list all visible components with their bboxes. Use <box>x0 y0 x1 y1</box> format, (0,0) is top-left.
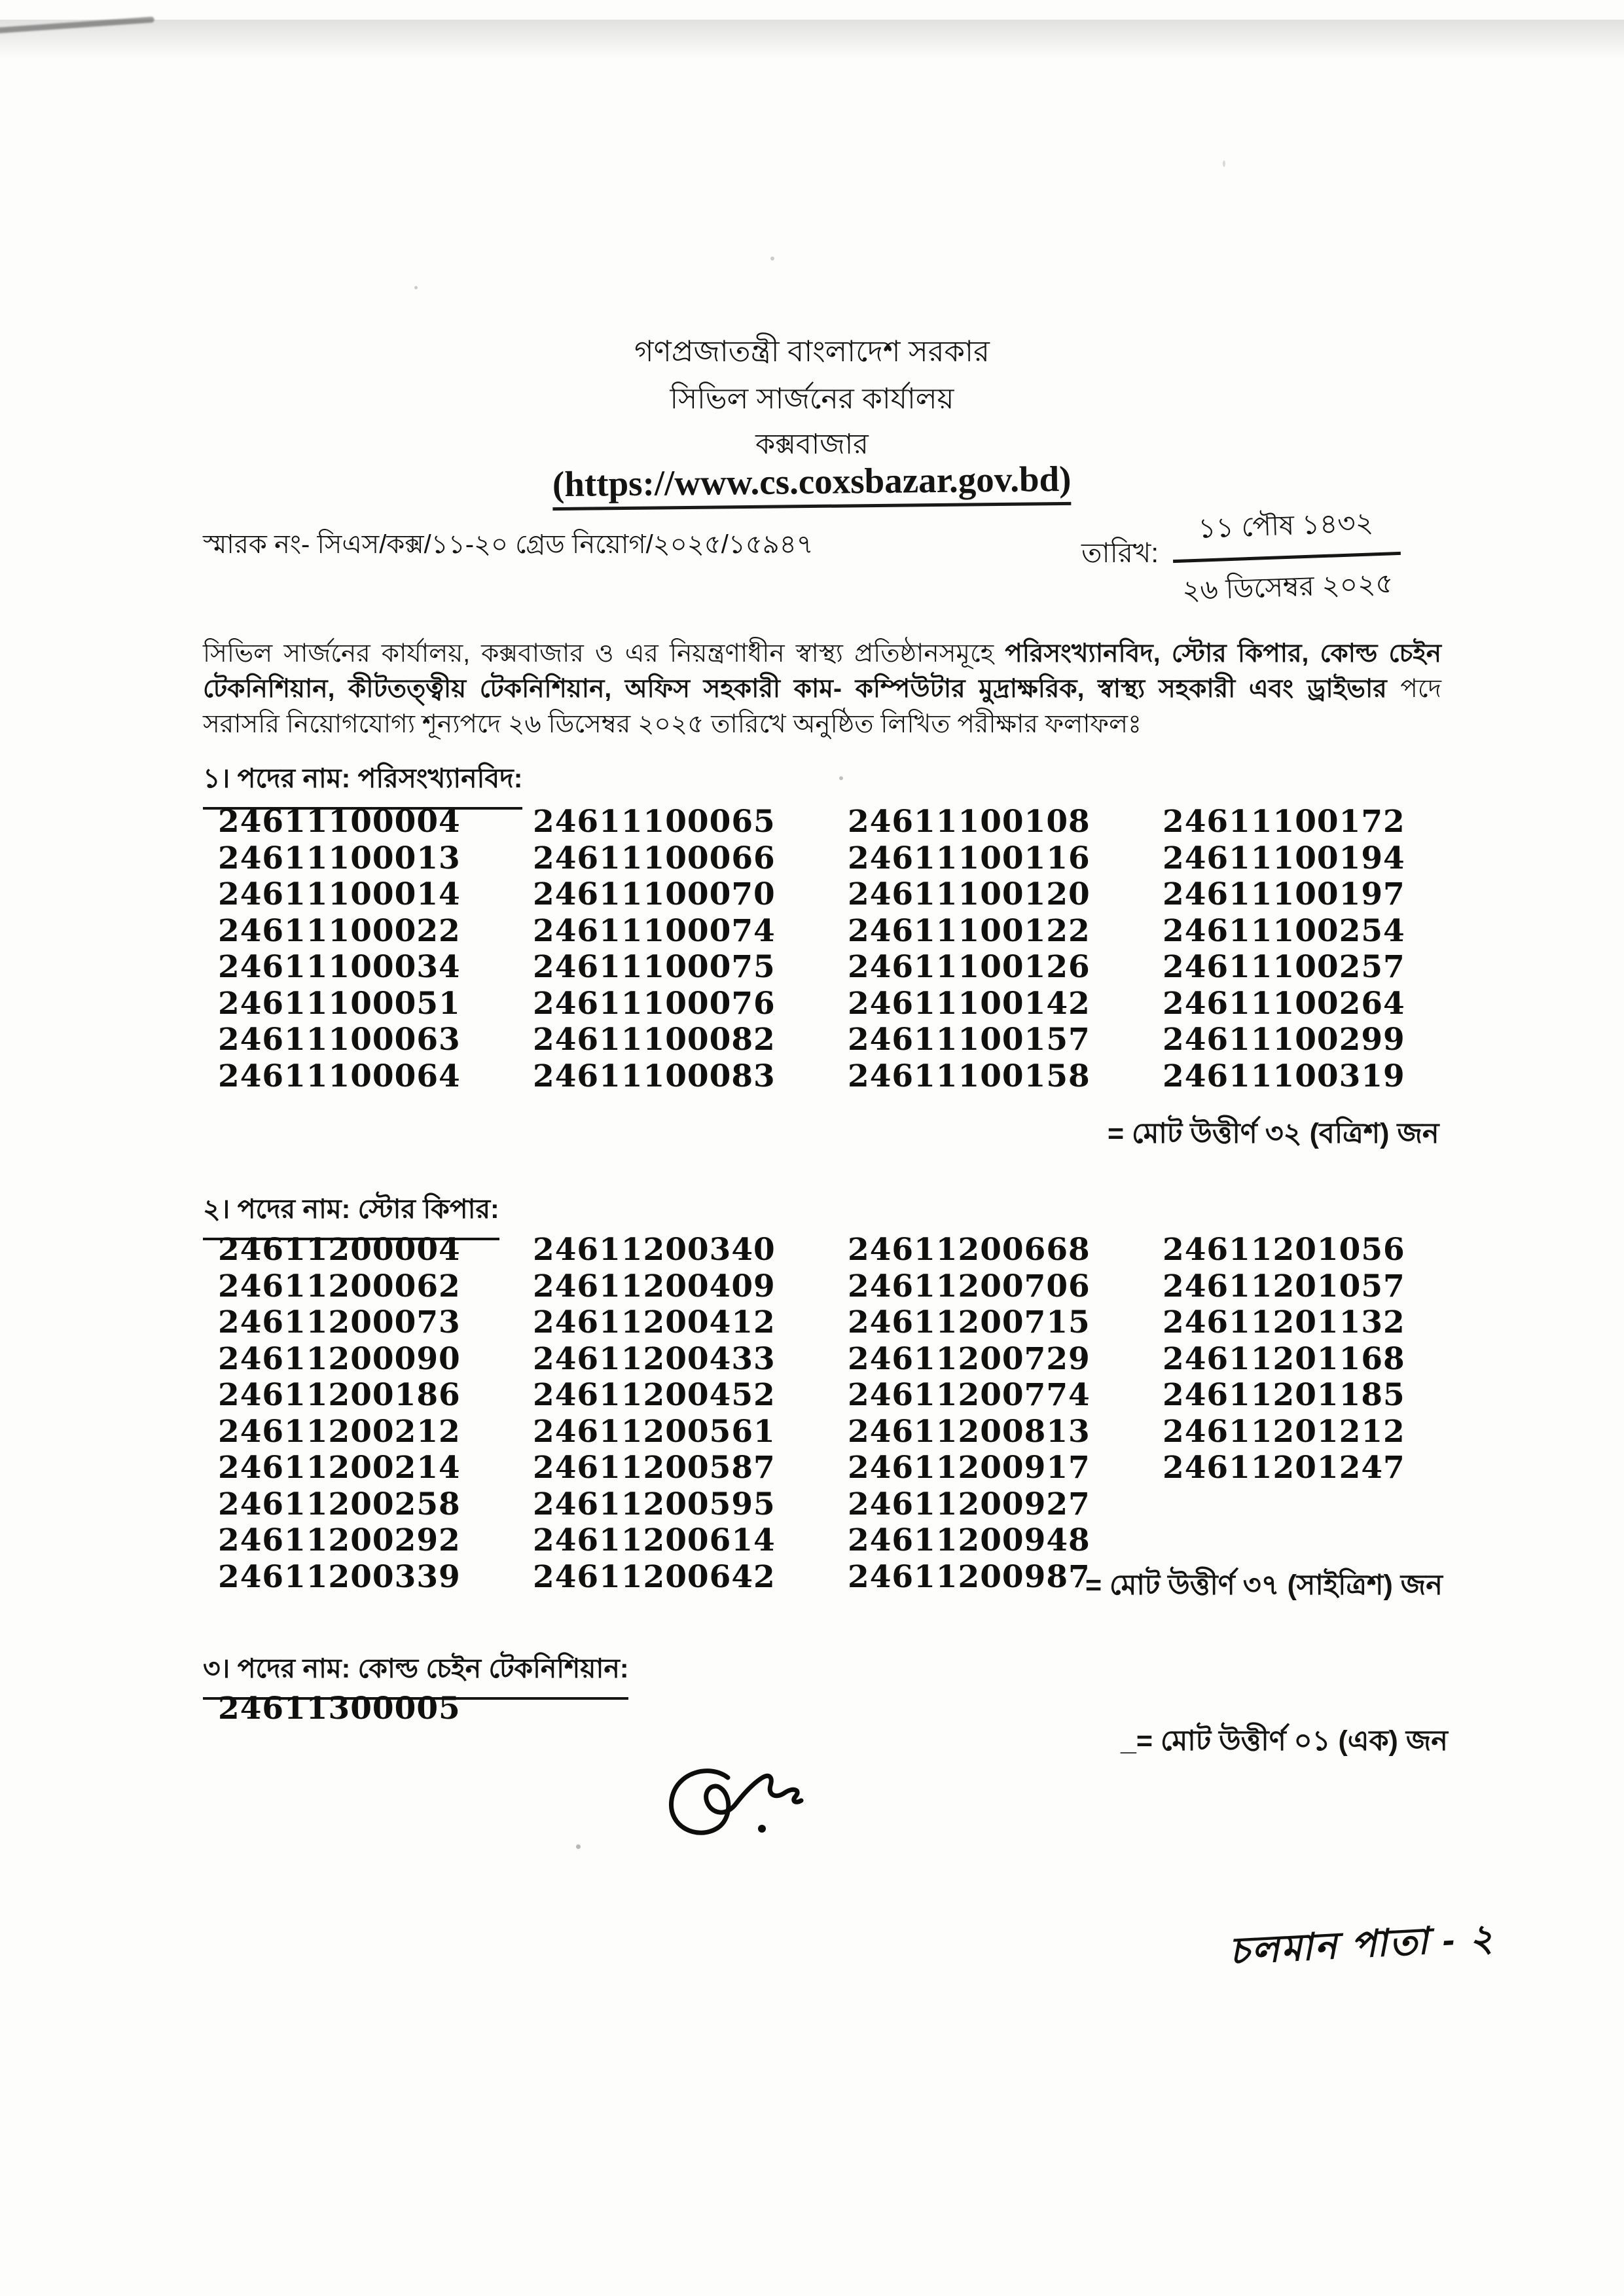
roll-number: 24611200409 <box>533 1268 776 1304</box>
scan-speck <box>770 257 774 260</box>
date-gregorian: ২৬ ডিসেম্বর ২০২৫ <box>1182 567 1394 606</box>
roll-number: 24611200412 <box>533 1304 776 1340</box>
roll-number: 24611100157 <box>848 1022 1091 1058</box>
section-3-roll-grid <box>218 1691 533 1727</box>
roll-number: 24611100319 <box>1163 1058 1405 1094</box>
roll-number: 24611200340 <box>533 1232 776 1268</box>
section-3-total: _= মোট উত্তীর্ণ ০১ (এক) জন <box>1121 1725 1448 1757</box>
section-2-total: = মোট উত্তীর্ণ ৩৭ (সাইত্রিশ) জন <box>1085 1570 1443 1601</box>
intro-post: পদে সরাসরি নিয়োগযোগ্য শূন্যপদে ২৬ ডিসেম্বর ২০২৫ তারিখে অনুষ্ঠিত লিখিত পরীক্ষার ফলাফলঃ <box>203 675 1441 738</box>
roll-number: 24611100066 <box>533 840 776 876</box>
roll-number: 24611100065 <box>533 804 776 840</box>
roll-number: 24611201212 <box>1163 1413 1405 1450</box>
roll-number: 24611100116 <box>848 840 1091 876</box>
roll-number: 24611200729 <box>848 1340 1091 1377</box>
roll-number: 24611200292 <box>218 1522 461 1558</box>
handwritten-page-note: চলমান পাতা - ২ <box>1228 1916 1496 1973</box>
roll-number: 24611100120 <box>848 876 1091 912</box>
roll-number: 24611200212 <box>218 1413 461 1450</box>
roll-number: 24611200186 <box>218 1377 461 1413</box>
roll-number: 24611200642 <box>533 1558 776 1595</box>
roll-number: 24611200090 <box>218 1340 461 1377</box>
roll-number: 24611200917 <box>848 1450 1091 1486</box>
roll-number: 24611100022 <box>218 912 461 949</box>
roll-number: 24611200774 <box>848 1377 1091 1413</box>
roll-number: 24611200614 <box>533 1522 776 1558</box>
roll-number: 24611100158 <box>848 1058 1091 1094</box>
scan-speck <box>839 776 843 780</box>
scan-speck <box>1223 160 1225 167</box>
roll-number: 24611100064 <box>218 1058 461 1094</box>
roll-number: 24611100299 <box>1163 1022 1405 1058</box>
roll-number: 24611200715 <box>848 1304 1091 1340</box>
roll-number: 24611201247 <box>1163 1450 1405 1486</box>
section-2-heading: ২। পদের নাম: স্টোর কিপার: <box>203 1189 499 1240</box>
scan-corner-artifact <box>0 16 154 33</box>
roll-number: 24611201132 <box>1163 1304 1405 1340</box>
roll-number: 24611100122 <box>848 912 1091 949</box>
roll-number: 24611100108 <box>848 804 1091 840</box>
date-label: তারিখ: <box>1081 537 1159 568</box>
roll-number: 24611200948 <box>848 1522 1091 1558</box>
roll-number: 24611100257 <box>1163 949 1405 985</box>
scan-speck <box>576 1844 581 1849</box>
roll-number: 24611100254 <box>1163 912 1405 949</box>
roll-number: 24611200706 <box>848 1268 1091 1304</box>
roll-number: 24611201056 <box>1163 1232 1405 1268</box>
roll-number: 24611100014 <box>218 876 461 912</box>
district-name: কক্সবাজার <box>755 429 869 460</box>
section-1-roll-grid <box>218 804 1477 1094</box>
roll-number: 24611100051 <box>218 985 461 1022</box>
website-url: (https://www.cs.coxsbazar.gov.bd) <box>552 458 1072 511</box>
section-2-roll-grid <box>218 1232 1477 1595</box>
roll-column <box>218 1232 533 1595</box>
roll-number: 24611201185 <box>1163 1377 1405 1413</box>
government-title: গণপ্রজাতন্ত্রী বাংলাদেশ সরকার <box>634 334 990 368</box>
scan-edge-shadow <box>0 20 1624 59</box>
roll-number: 24611200452 <box>533 1377 776 1413</box>
roll-number: 24611200433 <box>533 1340 776 1377</box>
roll-number: 24611100074 <box>533 912 776 949</box>
roll-number: 24611200561 <box>533 1413 776 1450</box>
roll-number: 24611100264 <box>1163 985 1405 1022</box>
roll-column <box>218 804 533 1094</box>
roll-number: 24611200668 <box>848 1232 1091 1268</box>
roll-number: 24611200927 <box>848 1486 1091 1522</box>
section-1-total: = মোট উত্তীর্ণ ৩২ (বত্রিশ) জন <box>1108 1118 1439 1149</box>
roll-column <box>848 804 1163 1094</box>
roll-column <box>1163 804 1477 1094</box>
section-1-heading: ১। পদের নাম: পরিসংখ্যানবিদ: <box>203 758 522 810</box>
section-3-heading: ৩। পদের নাম: কোল্ড চেইন টেকনিশিয়ান: <box>203 1648 628 1700</box>
roll-number: 24611200813 <box>848 1413 1091 1450</box>
roll-column <box>533 804 848 1094</box>
roll-number: 24611100013 <box>218 840 461 876</box>
roll-number: 24611100126 <box>848 949 1091 985</box>
memo-number: স্মারক নং- সিএস/কক্স/১১-২০ গ্রেড নিয়োগ/২০২৫/১৫৯৪৭ <box>203 530 814 559</box>
intro-pre: সিভিল সার্জনের কার্যালয়, কক্সবাজার ও এর নিয়ন্ত্রণাধীন স্বাস্থ্য প্রতিষ্ঠানসমূহে <box>203 639 1005 668</box>
intro-post-names: পরিসংখ্যানবিদ, স্টোর কিপার, কোল্ড চেইন টেকনিশিয়ান, কীটতত্ত্বীয় টেকনিশিয়ান, অফিস সহকারী কাম- কম্পিউটার মুদ্রাক্ষরিক, স্বাস্থ্য সহকারী এবং ড্রাইভার <box>203 639 1441 703</box>
roll-number: 24611200987 <box>848 1558 1091 1595</box>
roll-number: 24611100083 <box>533 1058 776 1094</box>
roll-number: 24611300005 <box>218 1691 461 1727</box>
roll-number: 24611200062 <box>218 1268 461 1304</box>
roll-number: 24611100082 <box>533 1022 776 1058</box>
date-bangla: ১১ পৌষ ১৪৩২ <box>1171 500 1400 563</box>
roll-number: 24611100172 <box>1163 804 1405 840</box>
roll-number: 24611100004 <box>218 804 461 840</box>
roll-number: 24611200214 <box>218 1450 461 1486</box>
roll-number: 24611100070 <box>533 876 776 912</box>
intro-paragraph <box>203 636 1441 742</box>
roll-column <box>848 1232 1163 1595</box>
signature-scribble <box>662 1762 816 1854</box>
roll-column <box>1163 1232 1477 1595</box>
roll-number: 24611200073 <box>218 1304 461 1340</box>
roll-number: 24611100063 <box>218 1022 461 1058</box>
roll-number: 24611100075 <box>533 949 776 985</box>
roll-number: 24611100034 <box>218 949 461 985</box>
roll-number: 24611100197 <box>1163 876 1405 912</box>
roll-number: 24611201057 <box>1163 1268 1405 1304</box>
roll-number: 24611200595 <box>533 1486 776 1522</box>
roll-number: 24611100142 <box>848 985 1091 1022</box>
scan-speck <box>414 286 418 289</box>
office-name: সিভিল সার্জনের কার্যালয় <box>670 383 954 415</box>
roll-column <box>218 1691 533 1727</box>
date-block <box>1081 504 1401 612</box>
roll-column <box>533 1232 848 1595</box>
roll-number: 24611200587 <box>533 1450 776 1486</box>
roll-number: 24611200258 <box>218 1486 461 1522</box>
roll-number: 24611200339 <box>218 1558 461 1595</box>
roll-number: 24611100076 <box>533 985 776 1022</box>
roll-number: 24611201168 <box>1163 1340 1405 1377</box>
roll-number: 24611100194 <box>1163 840 1405 876</box>
roll-number: 24611200004 <box>218 1232 461 1268</box>
date-values <box>1171 500 1402 616</box>
